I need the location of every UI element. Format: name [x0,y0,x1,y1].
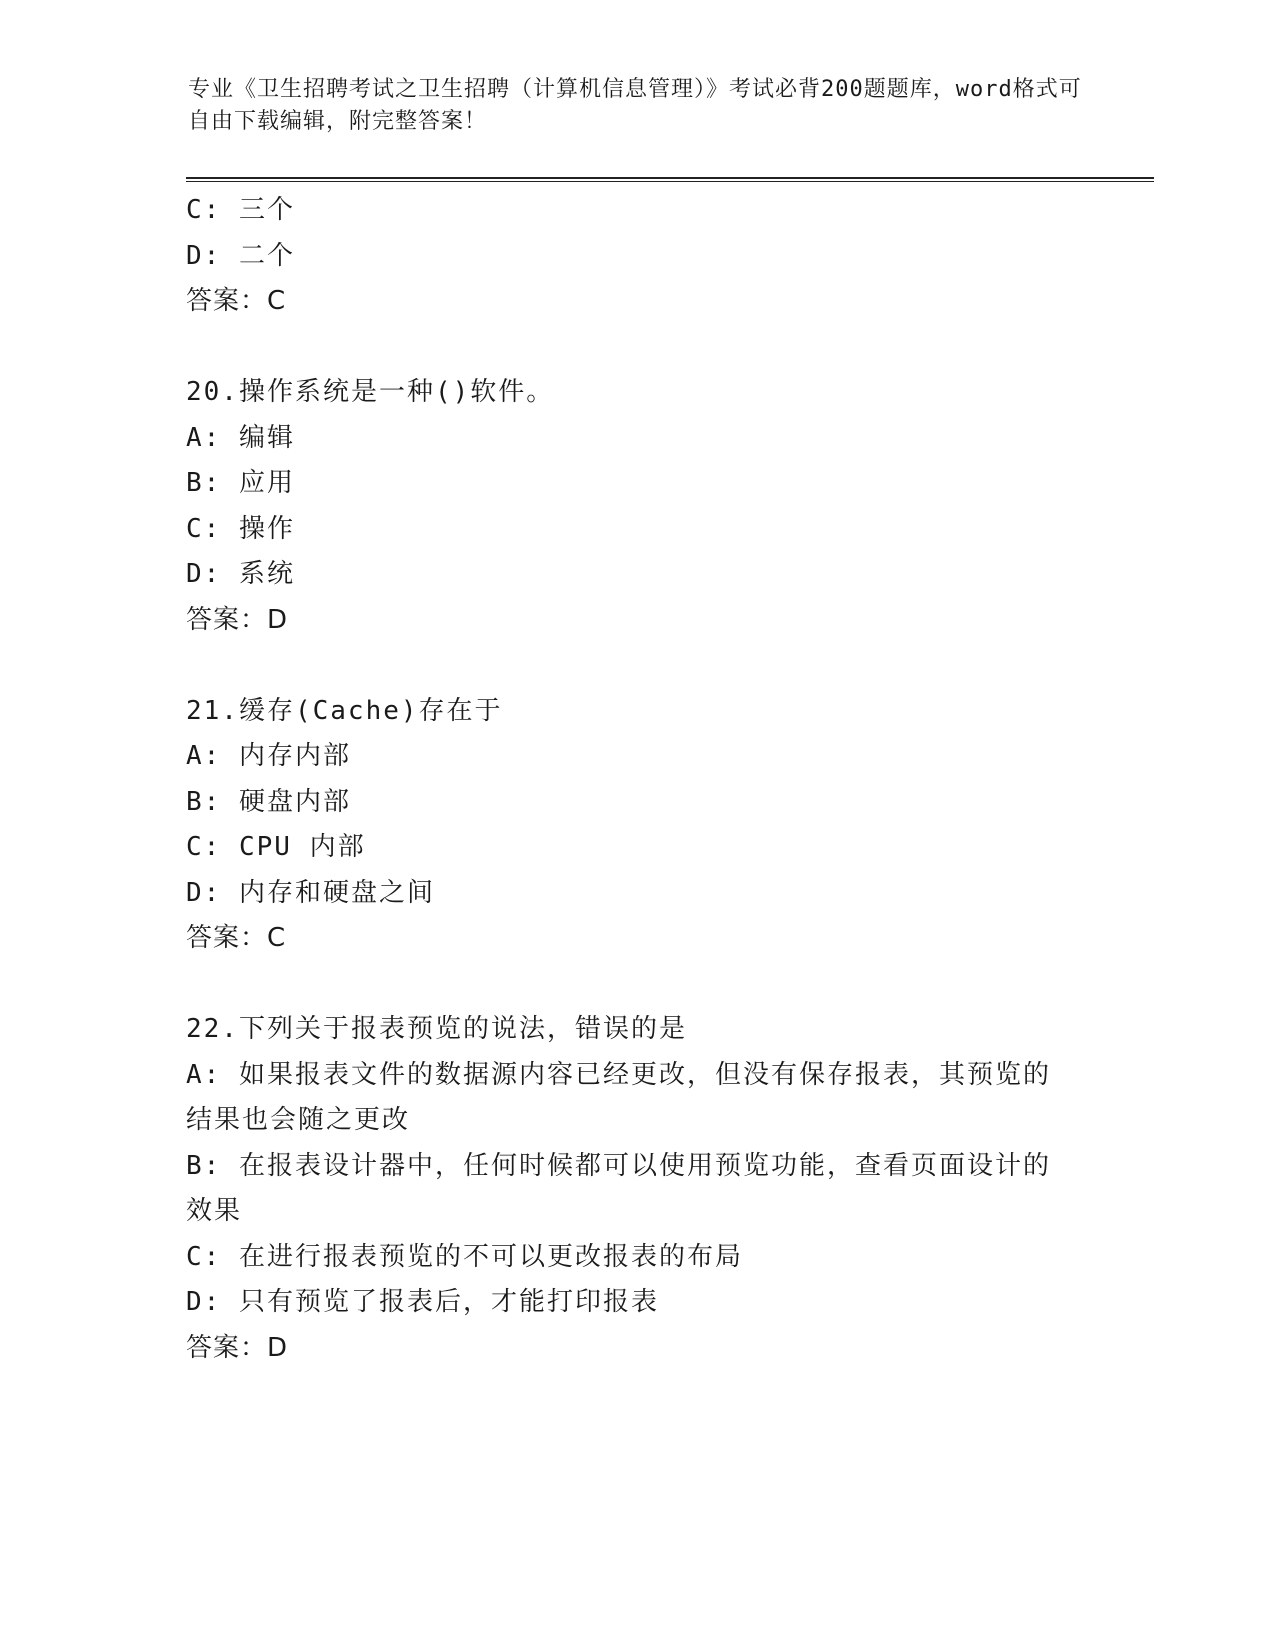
option-d: D: 内存和硬盘之间 [186,877,435,908]
question-text: 20.操作系统是一种()软件。 [186,377,555,407]
option-c: C: 三个 [186,195,295,225]
header-divider [186,177,1154,182]
option-c: C: CPU 内部 [186,832,366,862]
question-block-22 [186,1007,1086,1371]
option-c: C: 操作 [186,513,295,544]
answer-line: 答案：C [186,923,287,953]
option-b: B: 硬盘内部 [186,786,351,817]
option-a: A: 内存内部 [186,741,351,771]
spacer [186,325,1086,371]
option-c: C: 在进行报表预览的不可以更改报表的布局 [186,1241,743,1272]
option-d: D: 系统 [186,559,295,589]
spacer [186,643,1086,689]
option-d: D: 只有预览了报表后，才能打印报表 [186,1287,659,1317]
option-b: B: 应用 [186,468,295,498]
answer-line: 答案：C [186,286,287,316]
question-block-21 [186,689,1086,962]
question-text: 22.下列关于报表预览的说法，错误的是 [186,1014,687,1044]
question-list [186,188,1086,1371]
option-b: B: 在报表设计器中，任何时候都可以使用预览功能，查看页面设计的效果 [186,1150,1051,1226]
document-header: 专业《卫生招聘考试之卫生招聘（计算机信息管理）》考试必背200题题库，word格式可自由下载编辑，附完整答案！ [188,77,1082,134]
carryover-block [186,188,1086,325]
option-a: A: 如果报表文件的数据源内容已经更改，但没有保存报表，其预览的结果也会随之更改 [186,1059,1051,1135]
answer-line: 答案：D [186,1332,289,1363]
answer-line: 答案：D [186,604,289,635]
option-d: D: 二个 [186,240,295,271]
option-a: A: 编辑 [186,422,295,453]
spacer [186,962,1086,1008]
question-text: 21.缓存(Cache)存在于 [186,695,503,726]
question-block-20 [186,370,1086,643]
